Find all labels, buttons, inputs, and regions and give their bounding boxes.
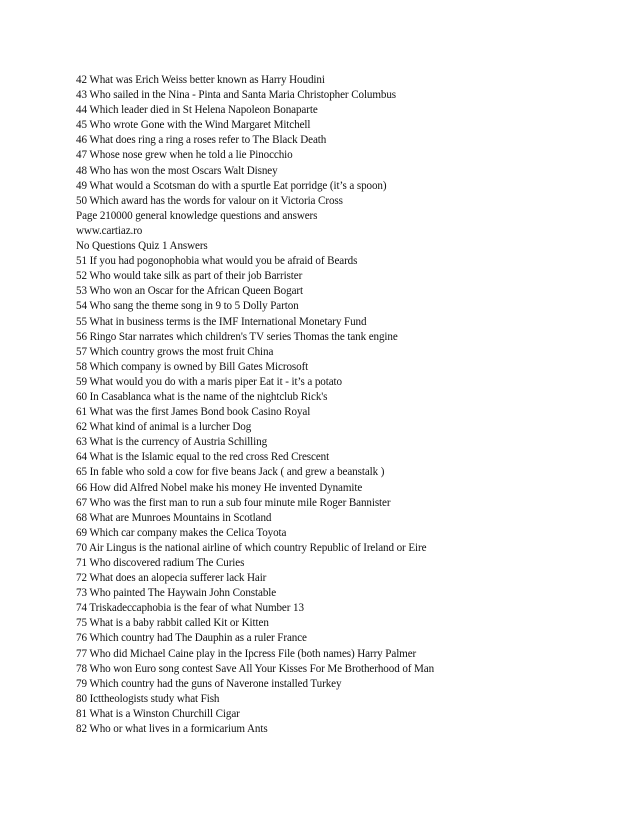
text-line-q68: 68 What are Munroes Mountains in Scotland: [76, 511, 272, 524]
text-line-q69: 69 Which car company makes the Celica Toyota: [76, 526, 287, 539]
text-line-q45: 45 Who wrote Gone with the Wind Margaret Mitchell: [76, 119, 311, 132]
text-line-q46: 46 What does ring a ring a roses refer to The Black Death: [76, 134, 327, 147]
text-line-q79: 79 Which country had the guns of Naverone installed Turkey: [76, 677, 342, 690]
text-line-q53: 53 Who won an Oscar for the African Queen Bogart: [76, 285, 303, 298]
text-line-q82: 82 Who or what lives in a formicarium Ants: [76, 723, 268, 736]
text-line-q51: 51 If you had pogonophobia what would you be afraid of Beards: [76, 255, 358, 268]
section-header: No Questions Quiz 1 Answers: [76, 240, 208, 253]
text-line-q62: 62 What kind of animal is a lurcher Dog: [76, 421, 252, 434]
text-line-q70: 70 Air Lingus is the national airline of which country Republic of Ireland or Eire: [76, 541, 427, 554]
text-line-q73: 73 Who painted The Haywain John Constable: [76, 587, 277, 600]
text-line-q42: 42 What was Erich Weiss better known as Harry Houdini: [76, 74, 325, 86]
text-line-q75: 75 What is a baby rabbit called Kit or Kitten: [76, 617, 269, 630]
text-line-q43: 43 Who sailed in the Nina - Pinta and Santa Maria Christopher Columbus: [76, 89, 397, 102]
text-line-q72: 72 What does an alopecia sufferer lack Hair: [76, 572, 267, 585]
text-line-q47: 47 Whose nose grew when he told a lie Pinocchio: [76, 149, 293, 162]
page-footer-text: Page 210000 general knowledge questions and answers: [76, 209, 318, 222]
document-page: [76, 73, 621, 737]
text-line-q56: 56 Ringo Star narrates which children's TV series Thomas the tank engine: [76, 330, 398, 343]
text-line-q80: 80 Icttheologists study what Fish: [76, 692, 220, 705]
text-line-q71: 71 Who discovered radium The Curies: [76, 557, 245, 569]
text-line-q63: 63 What is the currency of Austria Schilling: [76, 436, 268, 449]
text-line-q66: 66 How did Alfred Nobel make his money He invented Dynamite: [76, 481, 363, 494]
text-line-q67: 67 Who was the first man to run a sub four minute mile Roger Bannister: [76, 496, 391, 509]
text-line-q64: 64 What is the Islamic equal to the red cross Red Crescent: [76, 451, 330, 464]
text-line-q60: 60 In Casablanca what is the name of the nightclub Rick's: [76, 390, 328, 403]
text-line-q54: 54 Who sang the theme song in 9 to 5 Dolly Parton: [76, 300, 299, 313]
text-line-q48: 48 Who has won the most Oscars Walt Disney: [76, 164, 278, 177]
text-line-q61: 61 What was the first James Bond book Casino Royal: [76, 406, 311, 419]
text-line-q55: 55 What in business terms is the IMF International Monetary Fund: [76, 315, 367, 328]
text-line-q50: 50 Which award has the words for valour on it Victoria Cross: [76, 194, 343, 207]
text-line-q76: 76 Which country had The Dauphin as a ruler France: [76, 632, 307, 645]
text-line-q78: 78 Who won Euro song contest Save All Your Kisses For Me Brotherhood of Man: [76, 662, 435, 675]
text-line-q77: 77 Who did Michael Caine play in the Ipcress File (both names) Harry Palmer: [76, 647, 417, 660]
text-line-q58: 58 Which company is owned by Bill Gates Microsoft: [76, 360, 309, 373]
website-text: www.cartiaz.ro: [76, 224, 143, 237]
text-line-q65: 65 In fable who sold a cow for five beans Jack ( and grew a beanstalk ): [76, 466, 385, 479]
text-line-q74: 74 Triskadeccaphobia is the fear of what Number 13: [76, 602, 304, 615]
text-line-q52: 52 Who would take silk as part of their job Barrister: [76, 270, 303, 283]
text-line-q49: 49 What would a Scotsman do with a spurtle Eat porridge (it’s a spoon): [76, 179, 387, 192]
text-line-q57: 57 Which country grows the most fruit China: [76, 345, 274, 358]
text-line-q44: 44 Which leader died in St Helena Napoleon Bonaparte: [76, 104, 318, 117]
text-line-q59: 59 What would you do with a maris piper Eat it - it’s a potato: [76, 375, 342, 388]
text-line-q81: 81 What is a Winston Churchill Cigar: [76, 707, 240, 720]
